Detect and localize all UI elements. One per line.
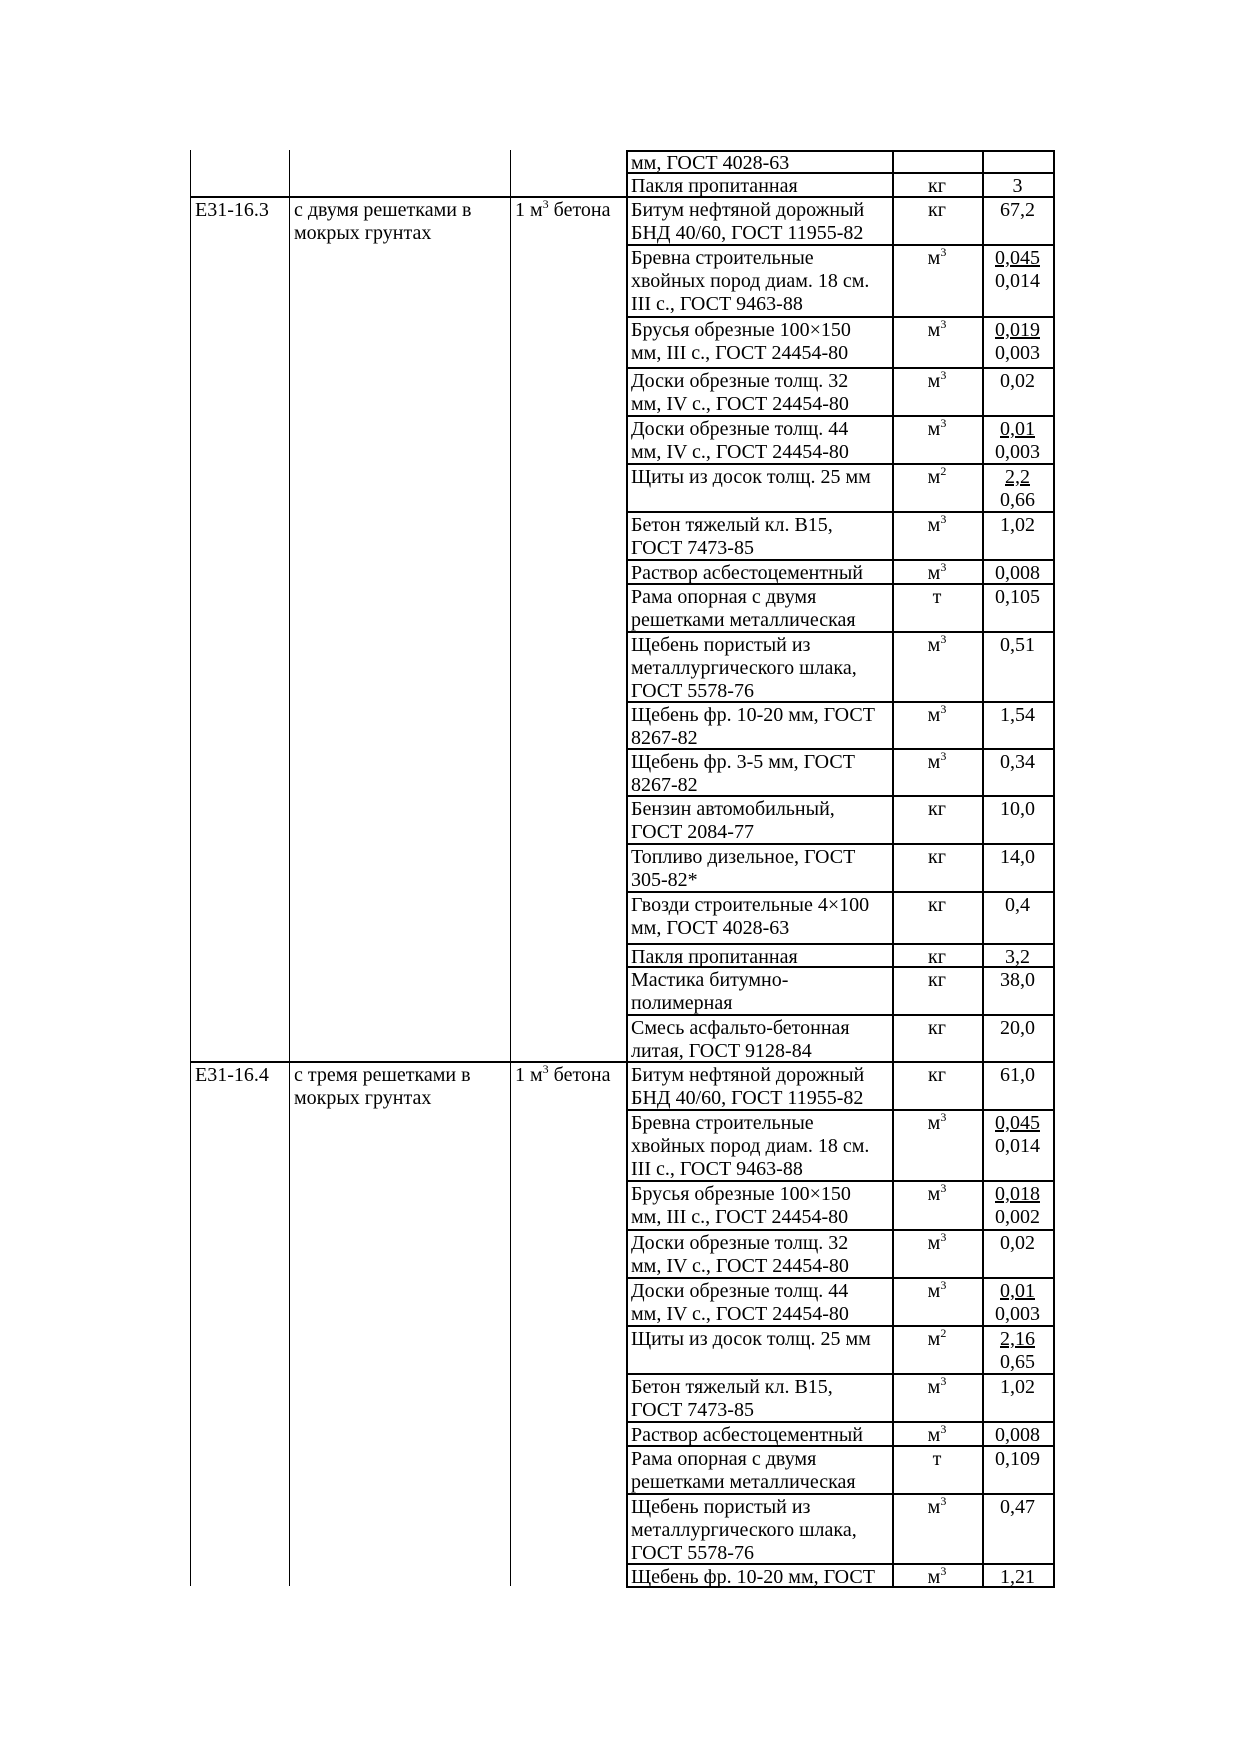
material-name: Бензин автомобильный, <box>631 798 835 820</box>
material-name: ГОСТ 2084-77 <box>631 821 754 843</box>
material-quantity: 20,0 <box>1000 1017 1035 1039</box>
material-name: хвойных пород диам. 18 см. <box>631 1135 870 1157</box>
material-quantity: 0,045 <box>995 1112 1040 1134</box>
material-name: Доски обрезные толщ. 44 <box>631 418 849 440</box>
material-name: хвойных пород диам. 18 см. <box>631 270 870 292</box>
material-unit: $м^3$ <box>927 1278 947 1302</box>
work-description: с тремя решетками в <box>294 1064 471 1086</box>
material-unit: т <box>932 586 942 608</box>
norm-code: Е31-16.3 <box>195 199 269 221</box>
material-name: Щебень фр. 10-20 мм, ГОСТ <box>631 704 875 726</box>
material-unit: кг <box>928 175 946 197</box>
material-quantity: 2,16 <box>1000 1328 1035 1350</box>
material-name: мм, IV с., ГОСТ 24454-80 <box>631 441 849 463</box>
material-name: Щебень фр. 10-20 мм, ГОСТ <box>631 1566 875 1588</box>
material-unit: кг <box>928 946 946 968</box>
material-unit: $м^3$ <box>927 702 947 726</box>
material-name: Рама опорная с двумя <box>631 586 817 608</box>
table-border <box>190 150 191 1586</box>
material-unit: $м^3$ <box>927 632 947 656</box>
material-quantity: 0,01 <box>1000 1280 1035 1302</box>
material-unit: $м^3$ <box>927 416 947 440</box>
material-quantity: 0,51 <box>1000 634 1035 656</box>
material-quantity: 38,0 <box>1000 969 1035 991</box>
material-quantity: 10,0 <box>1000 798 1035 820</box>
material-name: Щебень фр. 3-5 мм, ГОСТ <box>631 751 855 773</box>
material-unit: $м^3$ <box>927 512 947 536</box>
material-quantity: 0,003 <box>995 441 1040 463</box>
material-unit: кг <box>928 798 946 820</box>
material-quantity: 0,045 <box>995 247 1040 269</box>
norm-code: Е31-16.4 <box>195 1064 269 1086</box>
material-quantity: 3,2 <box>1005 946 1030 968</box>
material-name: 8267-82 <box>631 774 698 796</box>
material-name: Битум нефтяной дорожный <box>631 199 865 221</box>
material-name: Щиты из досок толщ. 25 мм <box>631 466 871 488</box>
material-name: Топливо дизельное, ГОСТ <box>631 846 856 868</box>
material-unit: т <box>932 1448 942 1470</box>
material-name: решетками металлическая <box>631 1471 856 1493</box>
material-name: 8267-82 <box>631 727 698 749</box>
material-quantity: 2,2 <box>1005 466 1030 488</box>
material-name: Брусья обрезные 100×150 <box>631 1183 851 1205</box>
material-quantity: 0,34 <box>1000 751 1035 773</box>
material-name: Раствор асбестоцементный <box>631 1424 863 1446</box>
material-unit: кг <box>928 894 946 916</box>
material-unit: $м^3$ <box>927 1494 947 1518</box>
material-unit: $м^3$ <box>927 1230 947 1254</box>
material-quantity: 0,003 <box>995 1303 1040 1325</box>
material-quantity: 0,105 <box>995 586 1040 608</box>
table-border <box>626 316 1055 318</box>
table-border <box>289 150 290 1586</box>
material-name: мм, IV с., ГОСТ 24454-80 <box>631 393 849 415</box>
material-quantity: 1,02 <box>1000 514 1035 536</box>
material-quantity: 67,2 <box>1000 199 1035 221</box>
material-quantity: 0,002 <box>995 1206 1040 1228</box>
material-unit: $м^2$ <box>927 464 947 488</box>
material-name: Щебень пористый из <box>631 1496 811 1518</box>
work-description: мокрых грунтах <box>294 222 432 244</box>
material-name: Бревна строительные <box>631 247 814 269</box>
material-quantity: 14,0 <box>1000 846 1035 868</box>
material-unit: $м^3$ <box>927 1374 947 1398</box>
material-name: решетками металлическая <box>631 609 856 631</box>
material-name: Доски обрезные толщ. 44 <box>631 1280 849 1302</box>
material-quantity: 0,66 <box>1000 489 1035 511</box>
table-border <box>190 1061 1055 1063</box>
material-name: III с., ГОСТ 9463-88 <box>631 1158 803 1180</box>
material-unit: кг <box>928 199 946 221</box>
table-border <box>626 1229 1055 1231</box>
material-name: металлургического шлака, <box>631 657 857 679</box>
material-name: Доски обрезные толщ. 32 <box>631 370 849 392</box>
material-unit: кг <box>928 969 946 991</box>
material-quantity: 0,02 <box>1000 1232 1035 1254</box>
material-name: ГОСТ 5578-76 <box>631 680 754 702</box>
material-unit: $м^3$ <box>927 1564 947 1588</box>
material-quantity: 0,47 <box>1000 1496 1035 1518</box>
material-unit: кг <box>928 846 946 868</box>
material-name: мм, ГОСТ 4028-63 <box>631 917 790 939</box>
material-unit: кг <box>928 1017 946 1039</box>
material-name: литая, ГОСТ 9128-84 <box>631 1040 812 1062</box>
material-name: полимерная <box>631 992 733 1014</box>
material-unit: $м^3$ <box>927 368 947 392</box>
material-quantity: 0,008 <box>995 562 1040 584</box>
work-description: с двумя решетками в <box>294 199 472 221</box>
material-name: Битум нефтяной дорожный <box>631 1064 865 1086</box>
material-unit: $м^3$ <box>927 317 947 341</box>
material-name: 305-82* <box>631 869 698 891</box>
material-name: мм, IV с., ГОСТ 24454-80 <box>631 1255 849 1277</box>
material-unit: $м^3$ <box>927 1181 947 1205</box>
material-name: ГОСТ 5578-76 <box>631 1542 754 1564</box>
material-quantity: 0,014 <box>995 270 1040 292</box>
table-border <box>626 367 1055 369</box>
material-quantity: 1,02 <box>1000 1376 1035 1398</box>
material-quantity: 1,21 <box>1000 1566 1035 1588</box>
material-unit: кг <box>928 1064 946 1086</box>
material-quantity: 0,018 <box>995 1183 1040 1205</box>
material-name: Доски обрезные толщ. 32 <box>631 1232 849 1254</box>
material-name: Раствор асбестоцементный <box>631 562 863 584</box>
table-border <box>1053 150 1055 1586</box>
material-unit: $м^2$ <box>927 1326 947 1350</box>
material-name: Пакля пропитанная <box>631 946 798 968</box>
material-quantity: 0,109 <box>995 1448 1040 1470</box>
material-name: Бетон тяжелый кл. В15, <box>631 514 833 536</box>
material-name: Смесь асфальто-бетонная <box>631 1017 850 1039</box>
material-quantity: 0,019 <box>995 319 1040 341</box>
material-name: ГОСТ 7473-85 <box>631 1399 754 1421</box>
material-unit: $м^3$ <box>927 245 947 269</box>
table-border <box>626 943 1055 945</box>
material-quantity: 0,008 <box>995 1424 1040 1446</box>
material-name: БНД 40/60, ГОСТ 11955-82 <box>631 222 864 244</box>
material-name: Брусья обрезные 100×150 <box>631 319 851 341</box>
material-name: ГОСТ 7473-85 <box>631 537 754 559</box>
material-name: мм, IV с., ГОСТ 24454-80 <box>631 1303 849 1325</box>
material-name: Щиты из досок толщ. 25 мм <box>631 1328 871 1350</box>
material-quantity: 0,01 <box>1000 418 1035 440</box>
material-name: металлургического шлака, <box>631 1519 857 1541</box>
material-quantity: 0,4 <box>1005 894 1030 916</box>
material-name: мм, ГОСТ 4028-63 <box>631 152 790 174</box>
measure-unit: 1 $м^3$ бетона <box>515 1062 611 1086</box>
material-name: Гвозди строительные 4×100 <box>631 894 870 916</box>
measure-unit: 1 $м^3$ бетона <box>515 197 611 221</box>
material-unit: $м^3$ <box>927 1422 947 1446</box>
material-name: мм, III с., ГОСТ 24454-80 <box>631 342 849 364</box>
material-name: мм, III с., ГОСТ 24454-80 <box>631 1206 849 1228</box>
material-name: III с., ГОСТ 9463-88 <box>631 293 803 315</box>
material-quantity: 0,65 <box>1000 1351 1035 1373</box>
material-quantity: 0,003 <box>995 342 1040 364</box>
material-unit: $м^3$ <box>927 1110 947 1134</box>
table-border <box>626 150 628 1586</box>
material-name: Бревна строительные <box>631 1112 814 1134</box>
material-quantity: 0,02 <box>1000 370 1035 392</box>
material-name: Пакля пропитанная <box>631 175 798 197</box>
material-name: Рама опорная с двумя <box>631 1448 817 1470</box>
material-name: Щебень пористый из <box>631 634 811 656</box>
material-quantity: 3 <box>1012 175 1023 197</box>
material-name: БНД 40/60, ГОСТ 11955-82 <box>631 1087 864 1109</box>
table-border <box>510 150 511 1586</box>
material-quantity: 61,0 <box>1000 1064 1035 1086</box>
material-quantity: 0,014 <box>995 1135 1040 1157</box>
material-name: Бетон тяжелый кл. В15, <box>631 1376 833 1398</box>
material-unit: $м^3$ <box>927 560 947 584</box>
material-name: Мастика битумно- <box>631 969 789 991</box>
material-quantity: 1,54 <box>1000 704 1035 726</box>
work-description: мокрых грунтах <box>294 1087 432 1109</box>
material-unit: $м^3$ <box>927 749 947 773</box>
